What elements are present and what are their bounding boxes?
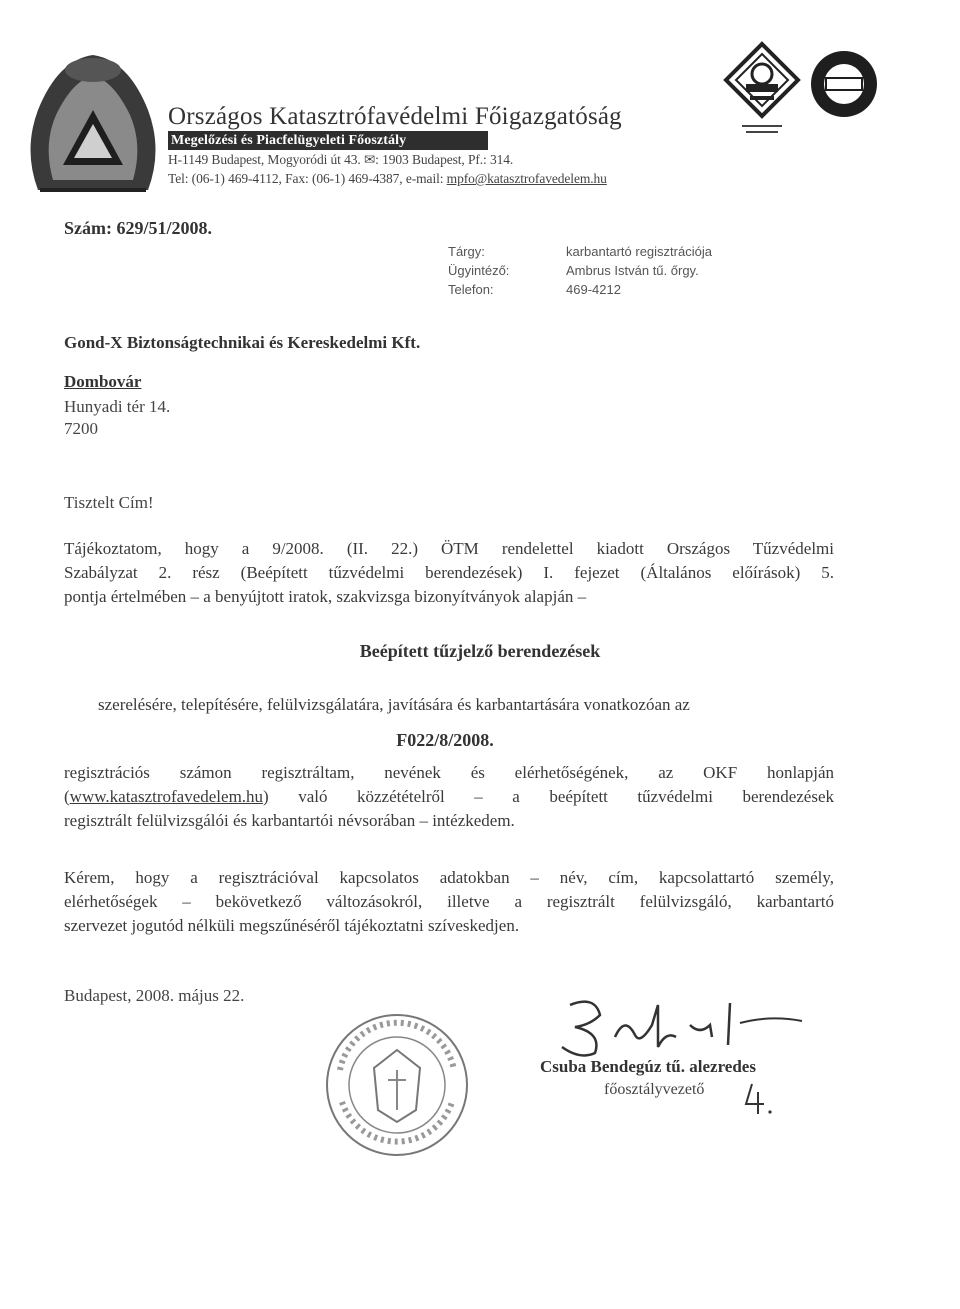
section-heading: Beépített tűzjelző berendezések	[359, 641, 601, 661]
paragraph-line: pontja értelmében – a benyújtott iratok, szakvizsga bizonyítványok alapján –	[64, 587, 587, 606]
recipient-city: Dombovár	[64, 372, 142, 391]
department-bar	[168, 131, 488, 150]
handwritten-initial-icon	[740, 1078, 780, 1118]
phone-label: Telefon:	[448, 282, 494, 297]
phone-value: 469-4212	[566, 282, 621, 297]
paragraph-text: ) való közzétételről – a beépített tűzvédelmi berendezések	[263, 787, 834, 806]
paragraph-request	[64, 866, 834, 938]
recipient-zip: 7200	[64, 419, 98, 438]
department-name: Megelőzési és Piacfelügyeleti Főosztály	[171, 133, 407, 148]
recipient-company: Gond-X Biztonságtechnikai és Kereskedelmi Kft.	[64, 333, 421, 352]
date-line: Budapest, 2008. május 22.	[64, 986, 245, 1005]
address-line: H-1149 Budapest, Mogyoródi út 43. ✉: 1903 Budapest, Pf.: 314.	[168, 152, 514, 167]
clerk-value: Ambrus István tű. őrgy.	[566, 263, 699, 278]
paren-open: (	[64, 787, 70, 806]
reference-number: Szám: 629/51/2008.	[64, 218, 212, 238]
iqnet-cert-seal-icon	[808, 46, 880, 136]
recipient-street: Hunyadi tér 14.	[64, 397, 171, 416]
signer-name: Csuba Bendegúz tű. alezredes	[540, 1057, 756, 1076]
paragraph-line: szervezet jogutód nélküli megszűnéséről tájékoztatni szíveskedjen.	[64, 916, 520, 935]
greeting: Tisztelt Cím!	[64, 493, 154, 512]
paragraph-line	[64, 785, 834, 809]
subject-value: karbantartó regisztrációja	[566, 244, 712, 259]
paragraph-intro	[64, 537, 834, 609]
email-link[interactable]: mpfo@katasztrofavedelem.hu	[446, 171, 607, 186]
install-line: szerelésére, telepítésére, felülvizsgálatára, javítására és karbantartására vonatkozóan az	[98, 695, 690, 714]
fire-department-emblem-icon	[18, 40, 168, 200]
paragraph-line: regisztrált felülvizsgálói és karbantartói névsorában – intézkedem.	[64, 811, 515, 830]
handwritten-signature-icon	[540, 985, 820, 1065]
paragraph-line: Kérem, hogy a regisztrációval kapcsolatos adatokban – név, cím, kapcsolattartó személy,	[64, 868, 834, 887]
paragraph-line: regisztrációs számon regisztráltam, nevének és elérhetőségének, az OKF honlapján	[64, 763, 834, 782]
org-title: Országos Katasztrófavédelmi Főigazgatóság	[168, 103, 622, 130]
signer-title: főosztályvezető	[604, 1081, 705, 1098]
quality-cert-seal-icon	[722, 40, 802, 140]
registration-number: F022/8/2008.	[396, 730, 494, 750]
contact-text: Tel: (06-1) 469-4112, Fax: (06-1) 469-4387, e-mail:	[168, 171, 447, 186]
clerk-label: Ügyintéző:	[448, 263, 510, 278]
website-link[interactable]: www.katasztrofavedelem.hu	[69, 787, 264, 806]
paragraph-line: Tájékoztatom, hogy a 9/2008. (II. 22.) ÖTM rendelettel kiadott Országos Tűzvédelmi	[64, 539, 834, 558]
paragraph-line: elérhetőségek – bekövetkező változásokról, illetve a regisztrált felülvizsgáló, karbantartó	[64, 892, 834, 911]
contact-line	[168, 171, 607, 187]
paragraph-registration	[64, 761, 834, 833]
subject-label: Tárgy:	[448, 244, 485, 259]
paragraph-line: Szabályzat 2. rész (Beépített tűzvédelmi berendezések) I. fejezet (Általános előírások) 5.	[64, 563, 834, 582]
official-round-stamp-icon	[322, 1010, 472, 1160]
